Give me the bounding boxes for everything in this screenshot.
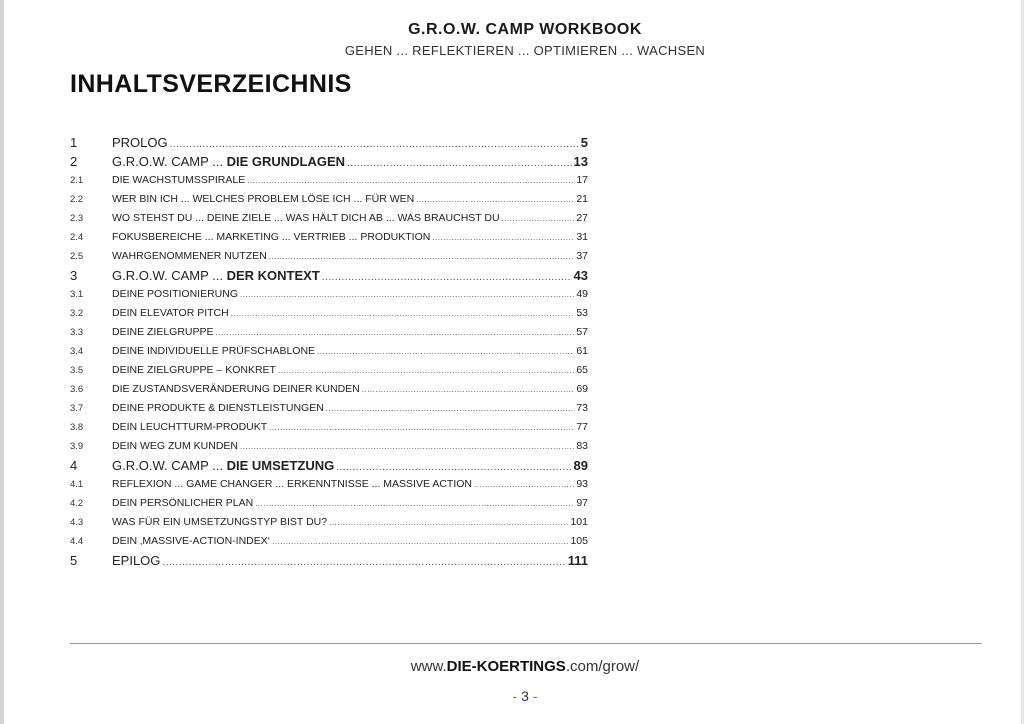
- toc-entry-title: [112, 342, 315, 361]
- toc-entry-page: 65: [576, 364, 588, 376]
- toc-entry-page: 37: [576, 250, 588, 262]
- toc-entry-title-text: DIE ZUSTANDSVERÄNDERUNG DEINER KUNDEN: [112, 383, 360, 395]
- toc-entry-title: [112, 475, 472, 494]
- toc-entry[interactable]: [70, 266, 588, 285]
- toc-entry-page: 27: [576, 212, 588, 224]
- toc-entry-title: [112, 456, 334, 475]
- toc-entry-number: 3: [70, 268, 78, 283]
- page-number-dash-right: -: [532, 688, 538, 704]
- toc-entry-title-text: FOKUSBEREICHE ... MARKETING ... VERTRIEB ... PRODUKTION: [112, 231, 431, 243]
- toc-entry-page: 57: [576, 326, 588, 338]
- toc-entry-leader-dots: [269, 247, 575, 266]
- toc-entry-title-highlight: DIE GRUNDLAGEN: [226, 154, 346, 169]
- toc-entry-title-text: DEIN WEG ZUM KUNDEN: [112, 440, 238, 452]
- toc-entry[interactable]: [70, 437, 588, 456]
- toc-entry-leader-dots: [170, 133, 579, 154]
- toc-entry-title: [112, 304, 229, 323]
- toc-entry[interactable]: [70, 247, 588, 266]
- toc-entry-page: 97: [576, 497, 588, 509]
- toc-entry-page: 13: [573, 154, 588, 169]
- toc-entry[interactable]: [70, 380, 588, 399]
- toc-entry-page: 105: [570, 535, 588, 547]
- toc-entry-number: 5: [70, 553, 78, 568]
- document-header: [0, 20, 1024, 59]
- toc-entry-number: 2: [70, 154, 78, 169]
- toc-entry-number: 4.4: [70, 536, 84, 547]
- toc-entry-number: 1: [70, 135, 78, 150]
- document-title: G.R.O.W. CAMP WORKBOOK: [408, 21, 642, 38]
- toc-entry-number: 3.4: [70, 346, 84, 357]
- toc-entry-leader-dots: [322, 266, 572, 287]
- toc-entry-page: 83: [576, 440, 588, 452]
- toc-entry-leader-dots: [502, 209, 575, 228]
- toc-entry-page: 21: [576, 193, 588, 205]
- footer-url-suffix: .com/grow/: [565, 658, 640, 675]
- toc-entry-title: [112, 380, 360, 399]
- toc-entry-leader-dots: [247, 171, 574, 190]
- toc-entry[interactable]: [70, 475, 588, 494]
- toc-entry-page: 73: [576, 402, 588, 414]
- toc-entry-number: 3.2: [70, 308, 84, 319]
- toc-entry-leader-dots: [269, 418, 574, 437]
- toc-entry-page: 53: [576, 307, 588, 319]
- toc-entry-number: 2.5: [70, 251, 84, 262]
- toc-entry-number: 3.7: [70, 403, 84, 414]
- toc-entry-title-text: G.R.O.W. CAMP ...: [112, 154, 227, 169]
- toc-entry-title: [112, 171, 245, 190]
- toc-entry-title: [112, 152, 345, 171]
- page-number: [0, 688, 1024, 704]
- toc-entry-title-text: DIE WACHSTUMSSPIRALE: [112, 174, 246, 186]
- toc-entry[interactable]: [70, 285, 588, 304]
- toc-entry-title-text: G.R.O.W. CAMP ...: [112, 458, 227, 473]
- toc-entry-leader-dots: [240, 437, 574, 456]
- toc-entry-number: 3.6: [70, 384, 84, 395]
- toc-entry-page: 61: [576, 345, 588, 357]
- toc-entry-title-text: DEINE POSITIONIERUNG: [112, 288, 239, 300]
- page-number-value: 3: [521, 688, 529, 704]
- footer-url-brand: DIE-KOERTINGS: [446, 658, 566, 675]
- toc-entry-title-highlight: DIE UMSETZUNG: [226, 458, 335, 473]
- page-left-edge: [0, 0, 4, 724]
- toc-entry-title: [112, 228, 430, 247]
- toc-entry-page: 43: [573, 268, 588, 283]
- toc-entry-number: 3.5: [70, 365, 84, 376]
- toc-entry[interactable]: [70, 551, 588, 570]
- toc-entry[interactable]: [70, 209, 588, 228]
- toc-entry-title: [112, 209, 500, 228]
- toc-entry-number: 2.3: [70, 213, 84, 224]
- toc-entry-title-text: DEIN ‚MASSIVE-ACTION-INDEX‘: [112, 535, 271, 547]
- toc-entry-number: 2.4: [70, 232, 84, 243]
- page-number-dash-left: -: [512, 688, 518, 704]
- toc-entry[interactable]: [70, 342, 588, 361]
- toc-entry-page: 101: [570, 516, 588, 528]
- toc-entry-leader-dots: [278, 361, 574, 380]
- toc-entry-leader-dots: [329, 513, 568, 532]
- footer-divider: [70, 643, 982, 644]
- toc-entry-title-text: REFLEXION ... GAME CHANGER ... ERKENNTNISSE ... MASSIVE ACTION: [112, 478, 472, 490]
- toc-entry[interactable]: [70, 361, 588, 380]
- toc-entry-title-text: DEIN LEUCHTTURM-PRODUKT: [112, 421, 268, 433]
- footer-url-prefix: www.: [410, 658, 447, 675]
- toc-entry[interactable]: [70, 323, 588, 342]
- toc-entry-number: 2.1: [70, 175, 84, 186]
- toc-heading: INHALTSVERZEICHNIS: [70, 70, 352, 98]
- toc-entry-leader-dots: [216, 323, 575, 342]
- toc-entry-page: 17: [576, 174, 588, 186]
- toc-entry-title: [112, 437, 238, 456]
- toc-entry[interactable]: [70, 304, 588, 323]
- toc-entry-leader-dots: [347, 152, 571, 173]
- toc-entry-title-text: WER BIN ICH ... WELCHES PROBLEM LÖSE ICH ... FÜR WEN: [112, 193, 415, 205]
- toc-entry-title-highlight: DER KONTEXT: [226, 268, 320, 283]
- toc-entry-number: 3.1: [70, 289, 84, 300]
- toc-entry-title: [112, 532, 270, 551]
- toc-entry-page: 89: [573, 458, 588, 473]
- toc-entry[interactable]: [70, 532, 588, 551]
- toc-entry[interactable]: [70, 399, 588, 418]
- toc-entry-title-text: G.R.O.W. CAMP ...: [112, 268, 227, 283]
- toc-entry-title: [112, 361, 276, 380]
- toc-entry-title-text: WO STEHST DU ... DEINE ZIELE ... WAS HÄLT DICH AB ... WAS BRAUCHST DU: [112, 212, 500, 224]
- toc-entry-title-text: DEINE PRODUKTE & DIENSTLEISTUNGEN: [112, 402, 324, 414]
- toc-entry-title: [112, 418, 267, 437]
- toc-entry-title: [112, 323, 214, 342]
- toc-entry-title-text: WAS FÜR EIN UMSETZUNGSTYP BIST DU?: [112, 516, 328, 528]
- toc-entry-number: 3.9: [70, 441, 84, 452]
- toc-entry-leader-dots: [272, 532, 568, 551]
- toc-entry-title-text: DEINE ZIELGRUPPE – KONKRET: [112, 364, 276, 376]
- toc-entry-number: 3.8: [70, 422, 84, 433]
- toc-entry-title: [112, 133, 168, 152]
- toc-entry-page: 31: [576, 231, 588, 243]
- toc-entry-page: 69: [576, 383, 588, 395]
- toc-entry[interactable]: [70, 190, 588, 209]
- toc-entry-leader-dots: [336, 456, 571, 477]
- toc-entry-title: [112, 190, 414, 209]
- toc-entry-leader-dots: [162, 551, 565, 572]
- toc-entry-leader-dots: [326, 399, 575, 418]
- toc-entry-leader-dots: [474, 475, 574, 494]
- toc-entry-title-text: DEINE INDIVIDUELLE PRÜFSCHABLONE: [112, 345, 316, 357]
- toc-entry-number: 4.2: [70, 498, 84, 509]
- toc-entry-number: 4: [70, 458, 78, 473]
- toc-entry-title: [112, 399, 324, 418]
- toc-entry-title-text: DEIN PERSÖNLICHER PLAN: [112, 497, 254, 509]
- toc-entry-title: [112, 551, 160, 570]
- toc-entry-page: 5: [580, 135, 588, 150]
- toc-entry-leader-dots: [432, 228, 574, 247]
- toc-entry-page: 77: [576, 421, 588, 433]
- toc-entry-title: [112, 494, 253, 513]
- toc-entry[interactable]: [70, 152, 588, 171]
- toc-entry-title: [112, 247, 267, 266]
- toc-entry-leader-dots: [240, 285, 574, 304]
- toc-entry-leader-dots: [416, 190, 574, 209]
- toc-entry-title: [112, 285, 238, 304]
- document-subtitle: GEHEN ... REFLEKTIEREN ... OPTIMIEREN ... WACHSEN: [344, 43, 706, 58]
- toc-entry-page: 93: [576, 478, 588, 490]
- toc-entry[interactable]: [70, 456, 588, 475]
- toc-entry[interactable]: [70, 171, 588, 190]
- toc-entry-leader-dots: [362, 380, 575, 399]
- footer-url[interactable]: [0, 658, 1024, 675]
- toc-entry[interactable]: [70, 228, 588, 247]
- toc-entry-title: [112, 266, 320, 285]
- toc-entry-number: 4.3: [70, 517, 84, 528]
- toc-entry[interactable]: [70, 513, 588, 532]
- toc-entry-number: 3.3: [70, 327, 84, 338]
- toc-entry-leader-dots: [317, 342, 574, 361]
- toc-entry-title-text: PROLOG: [112, 135, 168, 150]
- toc-entry-page: 49: [576, 288, 588, 300]
- toc-entry-title-text: WAHRGENOMMENER NUTZEN: [112, 250, 267, 262]
- toc-entry-title-text: DEINE ZIELGRUPPE: [112, 326, 214, 338]
- table-of-contents: [70, 133, 588, 570]
- toc-entry-leader-dots: [231, 304, 575, 323]
- toc-entry-page: 111: [567, 553, 588, 568]
- toc-entry-leader-dots: [255, 494, 574, 513]
- toc-entry[interactable]: [70, 418, 588, 437]
- toc-entry-title: [112, 513, 327, 532]
- toc-entry-title-text: EPILOG: [112, 553, 161, 568]
- toc-entry-number: 2.2: [70, 194, 84, 205]
- toc-entry[interactable]: [70, 133, 588, 152]
- toc-entry-number: 4.1: [70, 479, 84, 490]
- toc-entry-title-text: DEIN ELEVATOR PITCH: [112, 307, 229, 319]
- toc-entry[interactable]: [70, 494, 588, 513]
